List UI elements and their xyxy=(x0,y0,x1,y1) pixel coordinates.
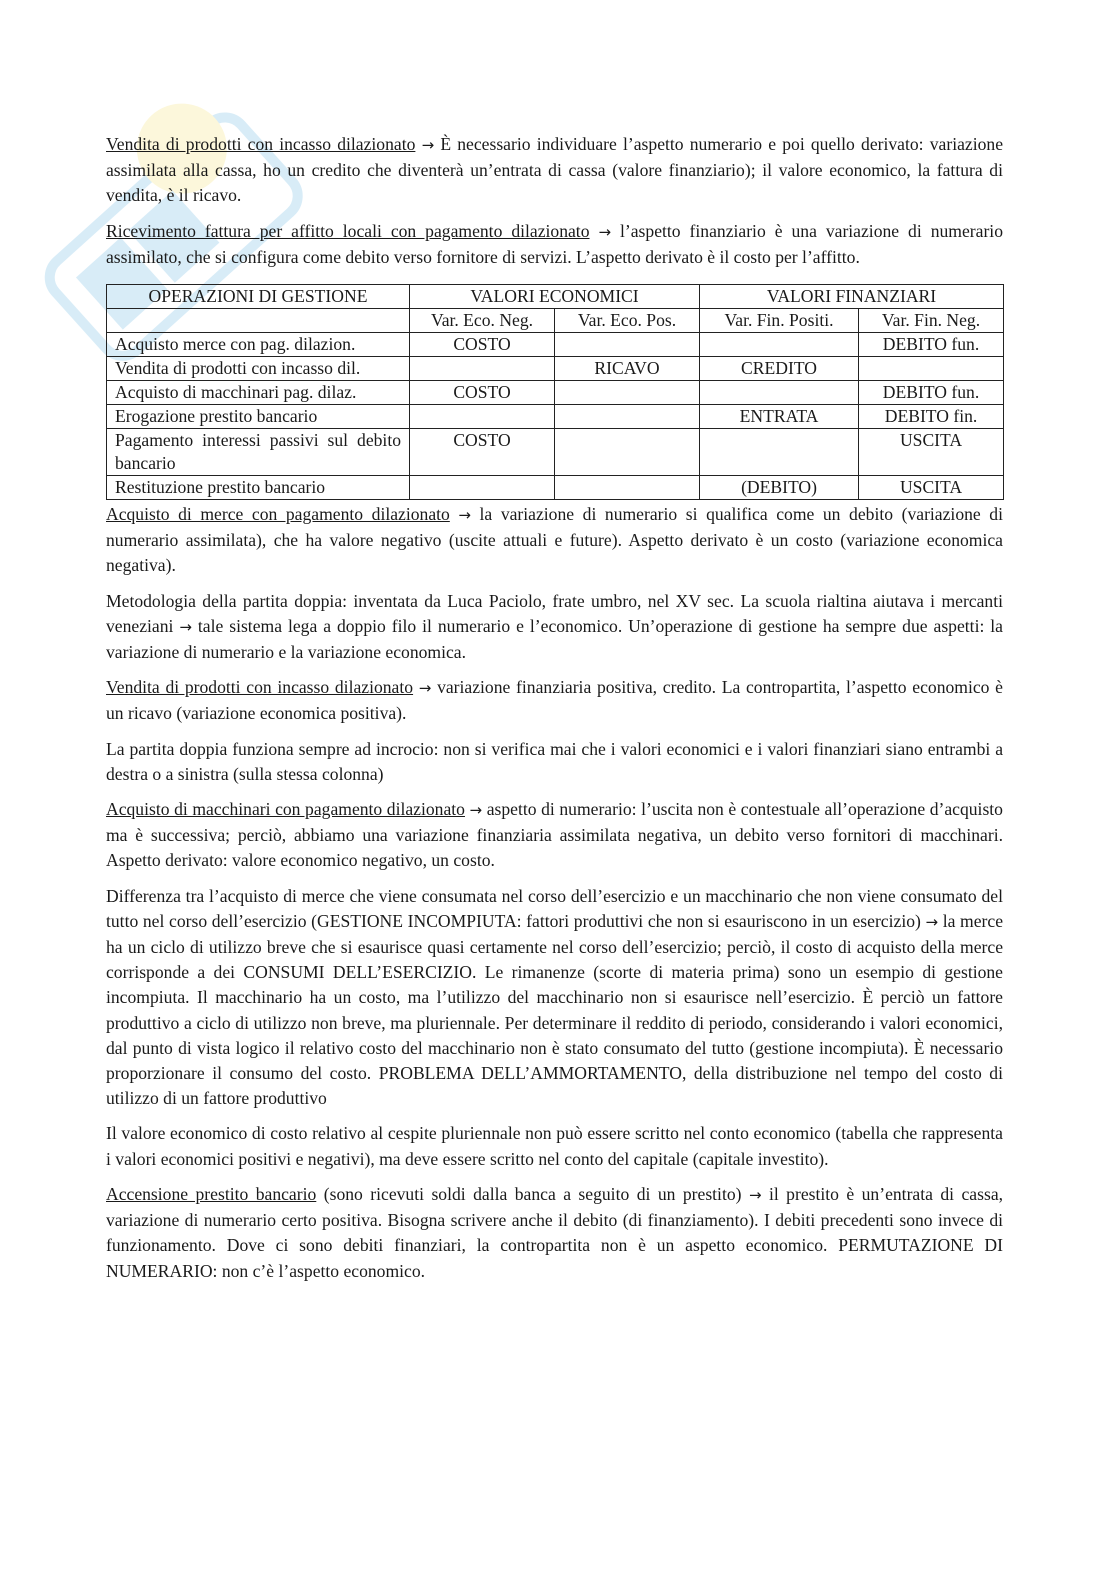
row-cell: DEBITO fin. xyxy=(859,405,1004,429)
row-cell: DEBITO fun. xyxy=(859,333,1004,357)
paragraph-acquisto-macchinari xyxy=(106,797,1003,874)
row-operation: Acquisto di macchinari pag. dilaz. xyxy=(107,381,410,405)
paragraph-acquisto-merce xyxy=(106,502,1003,579)
row-cell xyxy=(555,476,700,500)
paragraph-text: La partita doppia funziona sempre ad incrocio: non si verifica mai che i valori economici e i valori finanziari siano entrambi a destra o a sinistra (sulla stessa colonna) xyxy=(106,738,1003,784)
paragraph-text: variazione finanziaria positiva, credito. La contropartita, l’aspetto economico è un ricavo (variazione economica positiva). xyxy=(106,677,1003,724)
paragraph-heading: Acquisto di merce con pagamento dilazionato xyxy=(106,504,450,525)
table-row xyxy=(107,429,1004,476)
table-subheader-row xyxy=(107,309,1004,333)
row-cell: DEBITO fun. xyxy=(859,381,1004,405)
header-valori-finanziari: VALORI FINANZIARI xyxy=(700,285,1004,309)
header-operazioni: OPERAZIONI DI GESTIONE xyxy=(107,285,410,309)
row-cell: COSTO xyxy=(410,429,555,476)
right-arrow-icon: → xyxy=(748,1185,762,1204)
right-arrow-icon: → xyxy=(458,506,471,525)
row-operation: Erogazione prestito bancario xyxy=(107,405,410,429)
row-cell xyxy=(700,333,859,357)
table-row xyxy=(107,405,1004,429)
paragraph-accensione-prestito xyxy=(106,1182,1003,1284)
paragraph-heading: Acquisto di macchinari con pagamento dilazionato xyxy=(106,799,465,820)
paragraph-text: la variazione di numerario si qualifica come un debito (variazione di numerario assimilata), che ha valore negativo (uscite attuali e future). Aspetto derivato è un costo (variazione economica negativa). xyxy=(106,504,1003,576)
paragraph-vendita-prodotti xyxy=(106,132,1003,209)
paragraph-text: Il valore economico di costo relativo al cespite pluriennale non può essere scritto nel conto economico (tabella che rappresenta i valori economici positivi e negativi), ma deve essere scritto nel conto del capitale (capitale investito). xyxy=(106,1123,1003,1169)
table-row xyxy=(107,381,1004,405)
paragraph-heading: Vendita di prodotti con incasso dilazionato xyxy=(106,677,414,698)
row-cell xyxy=(555,333,700,357)
row-cell: RICAVO xyxy=(555,357,700,381)
operations-table xyxy=(106,284,1004,500)
row-cell: COSTO xyxy=(410,381,555,405)
paragraph-text: il prestito è un’entrata di cassa, variazione di numerario certo positiva. Bisogna scrivere anche il debito (di finanziamento). I debiti precedenti sono invece di funzionamento. Dove ci sono debiti finanziari, la contropartita non è un aspetto economico. PERMUTAZIONE DI NUMERARIO: non c’è l’aspetto economico. xyxy=(106,1183,1004,1281)
right-arrow-icon: → xyxy=(421,136,435,154)
paragraph-cespite xyxy=(106,1121,1003,1171)
table-row xyxy=(107,476,1004,500)
row-cell: USCITA xyxy=(859,476,1004,500)
table-row xyxy=(107,333,1004,357)
subheader-var-eco-pos: Var. Eco. Pos. xyxy=(555,309,700,333)
right-arrow-icon: → xyxy=(179,617,192,636)
row-cell xyxy=(555,405,700,429)
paragraph-text: tale sistema lega a doppio filo il numerario e l’economico. Un’operazione di gestione ha sempre due aspetti: la variazione di numerario e la variazione economica. xyxy=(106,615,1003,663)
row-operation: Vendita di prodotti con incasso dil. xyxy=(107,357,410,381)
paragraph-ricevimento-fattura xyxy=(106,219,1003,270)
row-cell xyxy=(555,381,700,405)
row-cell xyxy=(700,381,859,405)
subheader-empty xyxy=(107,309,410,333)
row-cell xyxy=(859,357,1004,381)
row-cell: USCITA xyxy=(859,429,1004,476)
right-arrow-icon: → xyxy=(925,912,939,931)
row-operation: Pagamento interessi passivi sul debito bancario xyxy=(107,429,410,476)
paragraph-text: Metodologia della partita doppia: inventata da Luca Paciolo, frate umbro, nel XV sec. La scuola rialtina aiutava i mercanti veneziani xyxy=(106,590,1003,636)
right-arrow-icon: → xyxy=(598,222,612,241)
paragraph-partita-doppia xyxy=(106,589,1003,666)
paragraph-text: Differenza tra l’acquisto di merce che viene consumata nel corso dell’esercizio e un macchinario che non viene consumato del tutto nel corso dell’esercizio (GESTIONE INCOMPIUTA: fattori produttivi che non si esauriscono in un esercizio) xyxy=(106,885,1003,931)
row-cell: (DEBITO) xyxy=(700,476,859,500)
paragraph-incrocio xyxy=(106,737,1003,787)
paragraph-text: la merce ha un ciclo di utilizzo breve che si esaurisce quasi certamente nel corso dell’esercizio; perciò, il costo di acquisto della merce corrisponde a dei CONSUMI DELL’ESERCIZIO. Le rimanenze (scorte di materia prima) sono un esempio di gestione incompiuta. Il macchinario ha un costo, ma l’utilizzo del macchinario non si esaurisce nell’esercizio. È perciò un fattore produttivo a ciclo di utilizzo non breve, ma pluriennale. Per determinare il reddito di periodo, considerando i valori economici, dal punto di vista logico il relativo costo del macchinario non è stato consumato del tutto (gestione incompiuta). È necessario proporzionare il consumo del costo. PROBLEMA DELL’AMMORTAMENTO, della distribuzione nel tempo del costo di utilizzo di un fattore produttivo xyxy=(106,910,1004,1109)
table-row xyxy=(107,357,1004,381)
paragraph-differenza xyxy=(106,884,1003,1112)
subheader-var-fin-pos: Var. Fin. Positi. xyxy=(700,309,859,333)
row-cell: ENTRATA xyxy=(700,405,859,429)
row-cell xyxy=(700,429,859,476)
row-cell xyxy=(410,405,555,429)
row-cell xyxy=(555,429,700,476)
right-arrow-icon: → xyxy=(418,679,432,698)
paragraph-text: l’aspetto finanziario è una variazione di numerario assimilato, che si configura come debito verso fornitore di servizi. L’aspetto derivato è il costo per l’affitto. xyxy=(106,220,1003,267)
paragraph-text: (sono ricevuti soldi dalla banca a seguito di un prestito) xyxy=(316,1183,749,1204)
row-operation: Restituzione prestito bancario xyxy=(107,476,410,500)
paragraph-text: È necessario individuare l’aspetto numerario e poi quello derivato: variazione assimilata alla cassa, ho un credito che diventerà un’entrata di cassa (valore finanziario); il valore economico, la fattura di vendita, è il ricavo. xyxy=(106,134,1003,206)
subheader-var-eco-neg: Var. Eco. Neg. xyxy=(410,309,555,333)
paragraph-heading: Vendita di prodotti con incasso dilazionato xyxy=(106,134,416,154)
right-arrow-icon: → xyxy=(469,801,483,820)
paragraph-text: aspetto di numerario: l’uscita non è contestuale all’operazione d’acquisto ma è successiva; perciò, abbiamo una variazione finanziaria assimilata negativa, un debito verso fornitori di macchinari. Aspetto derivato: valore economico negativo, un costo. xyxy=(106,799,1003,871)
paragraph-heading: Accensione prestito bancario xyxy=(106,1183,317,1204)
row-cell: CREDITO xyxy=(700,357,859,381)
row-operation: Acquisto merce con pag. dilazion. xyxy=(107,333,410,357)
subheader-var-fin-neg: Var. Fin. Neg. xyxy=(859,309,1004,333)
row-cell xyxy=(410,357,555,381)
row-cell xyxy=(410,476,555,500)
header-valori-economici: VALORI ECONOMICI xyxy=(410,285,700,309)
document-page xyxy=(106,132,1003,1294)
paragraph-heading: Ricevimento fattura per affitto locali con pagamento dilazionato xyxy=(106,220,590,241)
paragraph-vendita-prodotti-2 xyxy=(106,675,1003,726)
table-header-row xyxy=(107,285,1004,309)
row-cell: COSTO xyxy=(410,333,555,357)
